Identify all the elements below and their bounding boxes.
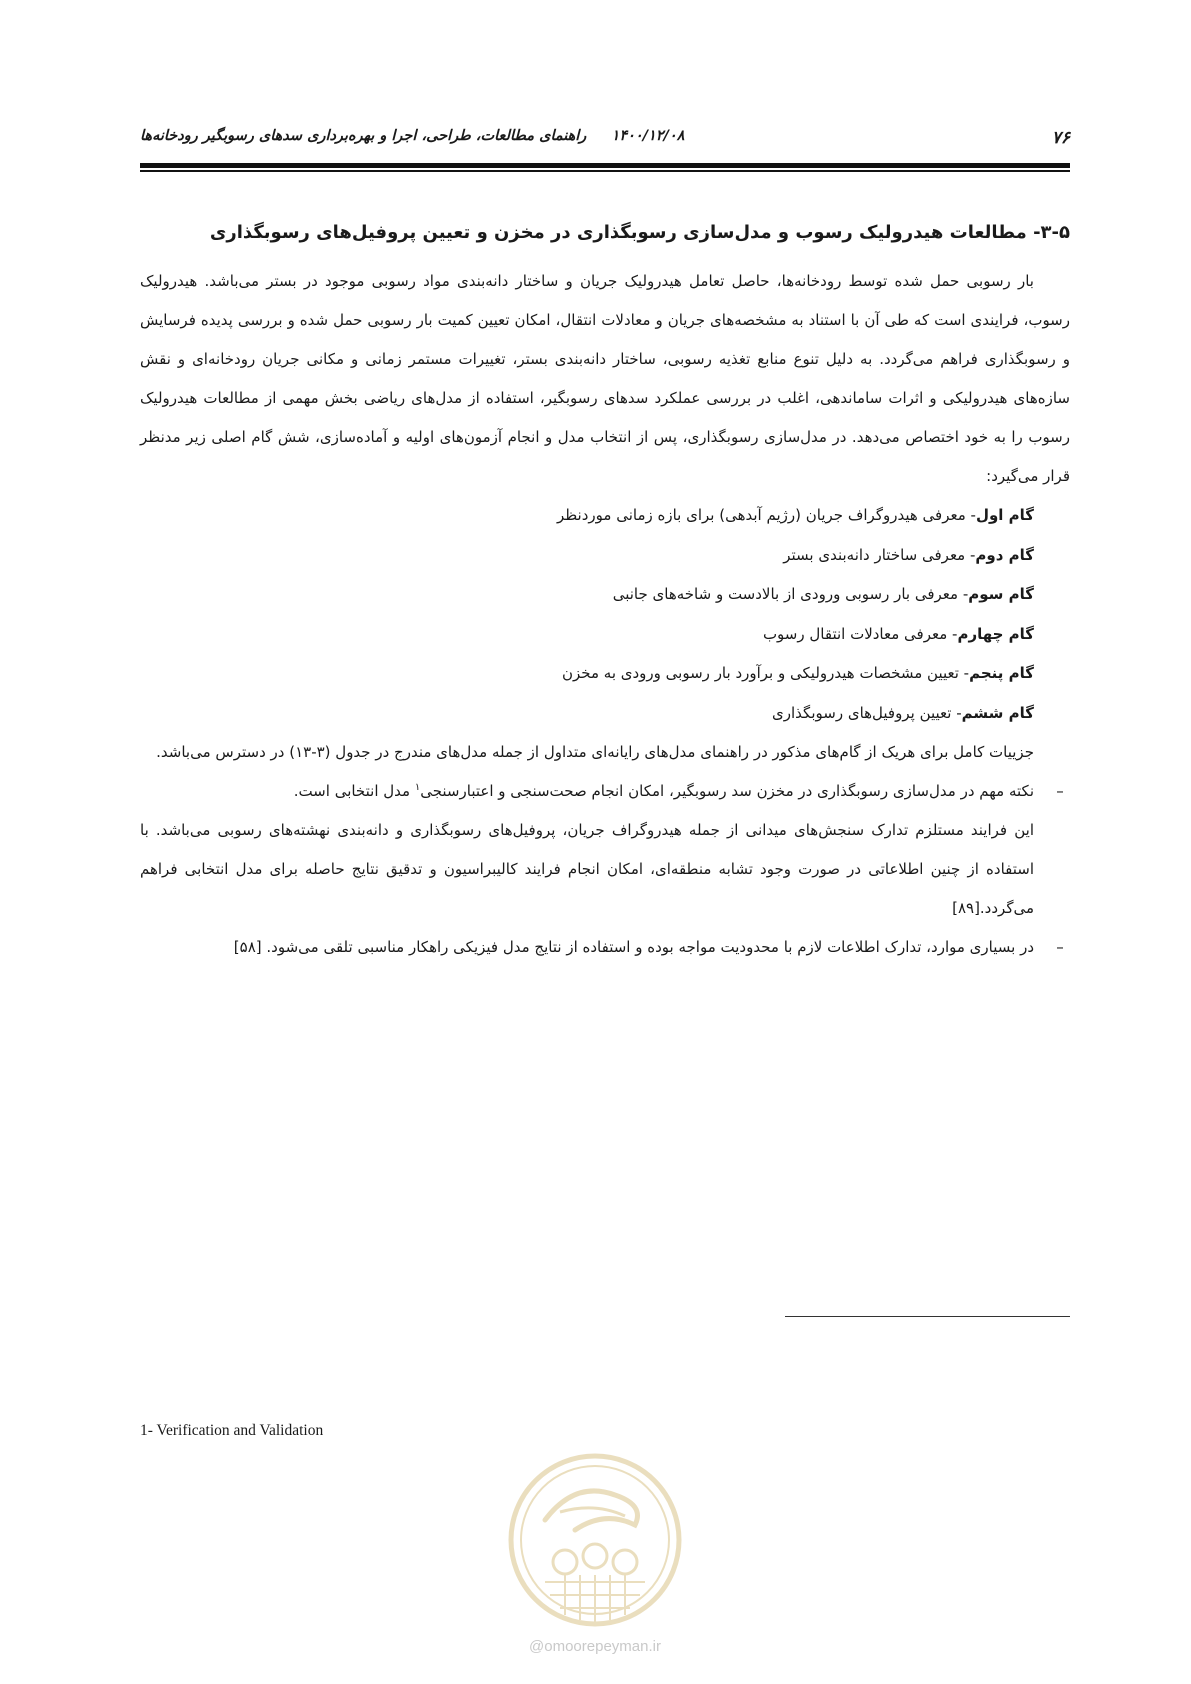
step-title: گام چهارم [957, 624, 1034, 643]
header-date: ۱۴۰۰/۱۲/۰۸ [611, 128, 685, 144]
step-title: گام ششم [961, 703, 1034, 722]
footnote-reference[interactable]: ۱ [414, 782, 421, 793]
step-text: - تعیین پروفیل‌های رسوبگذاری [772, 703, 962, 722]
bullet-continuation: این فرایند مستلزم تدارک سنجش‌های میدانی از جمله هیدروگراف جریان، پروفیل‌های رسوبگذاری و دانه‌بندی نهشته‌های رسوبی می‌باشد. با استفاده از چنین اطلاعاتی در صورت وجود تشابه منطقه‌ای، امکان انجام فرایند کالیبراسیون و تدقیق نتایج حاصله برای مدل انتخابی فراهم می‌گردد.[۸۹] [140, 821, 1034, 917]
step-title: گام سوم [968, 585, 1034, 603]
footnote-text: 1- Verification and Validation [140, 1422, 324, 1439]
page-body [140, 200, 1070, 967]
step-item [140, 694, 1070, 734]
page-number: ۷۶ [1051, 128, 1070, 148]
step-text: - معرفی هیدروگراف جریان (رژیم آبدهی) برای بازه زمانی مورد‌نظر [556, 506, 976, 524]
step-item [140, 654, 1070, 694]
bullet-text: نکته مهم در مدل‌سازی رسوبگذاری در مخزن سد رسوبگیر، امکان انجام صحت‌سنجی و اعتبارسنجی [420, 782, 1034, 800]
step-title: گام دوم [975, 545, 1034, 564]
bullet-dash: – [1056, 782, 1064, 800]
step-text: - معرفی ساختار دانه‌بندی بستر [783, 545, 976, 564]
step-title: گام پنجم [969, 664, 1034, 682]
bullet-text: در بسیاری موارد، تدارک اطلاعات لازم با محدودیت مواجه بوده و استفاده از نتایج مدل فیزیکی راهکار مناسبی تلقی می‌شود. [۵۸] [233, 938, 1034, 956]
bullet-text-end: مدل انتخابی است. [293, 782, 415, 800]
step-text: - معرفی معادلات انتقال رسوب [762, 624, 958, 643]
step-text: - معرفی بار رسوبی ورودی از بالادست و شاخه‌های جانبی [612, 585, 969, 603]
watermark-url: @omoorepeyman.ir [529, 1638, 661, 1655]
step-item [140, 536, 1070, 576]
header-title: راهنمای مطالعات، طراحی، اجرا و بهره‌برداری سدهای رسوبگیر رودخانه‌ها [140, 128, 587, 144]
bullet-dash: – [1056, 938, 1064, 956]
details-paragraph: جزییات کامل برای هریک از گام‌های مذکور در راهنمای مدل‌های رایانه‌ای متداول از جمله مدل‌های مندرج در جدول (۳-۱۳) در دسترس می‌باشد. [156, 743, 1034, 761]
step-item [140, 615, 1070, 655]
section-title: ۳-۵- مطالعات هیدرولیک رسوب و مدل‌سازی رسوبگذاری در مخزن و تعیین پروفیل‌های رسوبگذاری [209, 222, 1070, 243]
bullet-item [140, 772, 1070, 811]
bullet-item [140, 928, 1070, 967]
steps-list [140, 496, 1070, 733]
step-title: گام اول [975, 506, 1034, 524]
intro-paragraph: بار رسوبی حمل شده توسط رودخانه‌ها، حاصل تعامل هیدرولیک جریان و ساختار دانه‌بندی مواد رسوبی موجود در بستر می‌باشد. هیدرولیک رسوب، فرایندی است که طی آن با استناد به مشخصه‌های جریان و معادلات انتقال، امکان تعیین کمیت بار رسوبی حمل شده و بررسی پدیده فرسایش و رسوبگذاری فراهم می‌گردد. به دلیل تنوع منابع تغذیه رسوبی، ساختار دانه‌بندی بستر، تغییرات مستمر زمانی و مکانی جریان رودخانه‌ای و نقش سازه‌های هیدرولیکی و اثرات ساماندهی، اغلب در بررسی عملکرد سدهای رسوبگیر، استفاده از مدل‌های ریاضی بخش مهمی از مطالعات هیدرولیک رسوب را به خود اختصاص می‌دهد. در مدل‌سازی رسوبگذاری، پس از انتخاب مدل و انجام آزمون‌های اولیه و آماده‌سازی، شش گام اصلی زیر مدنظر قرار می‌گیرد: [140, 272, 1070, 485]
header-rule [140, 163, 1070, 168]
step-text: - تعیین مشخصات هیدرولیکی و برآورد بار رسوبی ورودی به مخزن [562, 664, 970, 682]
watermark-logo-icon [505, 1450, 685, 1630]
step-item [140, 496, 1070, 536]
footnote-separator [785, 1316, 1070, 1317]
header-rule-thin [140, 170, 1070, 172]
page-header [140, 128, 1070, 154]
step-item [140, 575, 1070, 615]
running-title [140, 128, 684, 144]
